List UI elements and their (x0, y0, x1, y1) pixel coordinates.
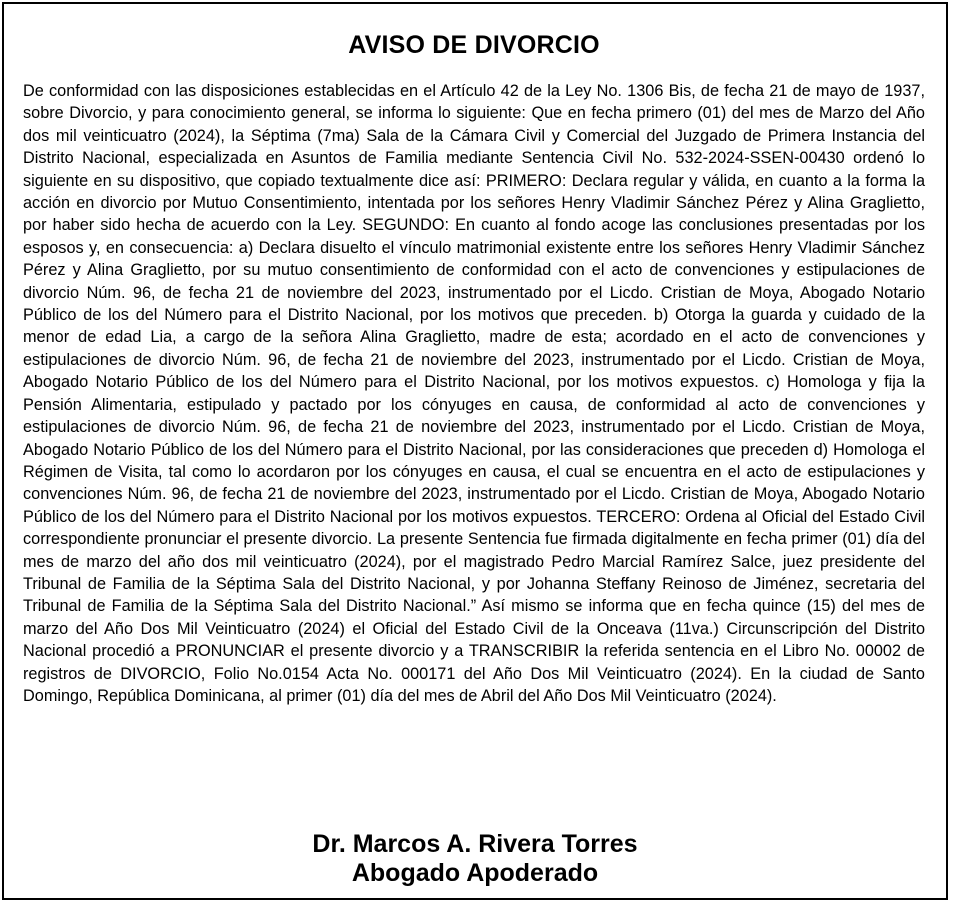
notice-body: De conformidad con las disposiciones establecidas en el Artículo 42 de la Ley No. 1306 Bis, de fecha 21 de mayo de 1937, sobre Divorcio, y para conocimiento general, se informa lo siguiente: Que en fecha primero (01) del mes de Marzo del Año dos mil veinticuatro (2024), la Séptima (7ma) Sala de la Cámara Civil y Comercial del Juzgado de Primera Instancia del Distrito Nacional, especializada en Asuntos de Familia mediante Sentencia Civil No. 532-2024-SSEN-00430 ordenó lo siguiente en su dispositivo, que copiado textualmente dice así: PRIMERO: Declara regular y válida, en cuanto a la forma la acción en divorcio por Mutuo Consentimiento, intentada por los señores Henry Vladimir Sánchez Pérez y Alina Graglietto, por haber sido hecha de acuerdo con la Ley. SEGUNDO: En cuanto al fondo acoge las conclusiones presentadas por los esposos y, en consecuencia: a) Declara disuelto el vínculo matrimonial existente entre los señores Henry Vladimir Sánchez Pérez y Alina Graglietto, por su mutuo consentimiento de conformidad con el acto de convenciones y estipulaciones de divorcio Núm. 96, de fecha 21 de noviembre del 2023, instrumentado por el Licdo. Cristian de Moya, Abogado Notario Público de los del Número para el Distrito Nacional, por los motivos que preceden. b) Otorga la guarda y cuidado de la menor de edad Lia, a cargo de la señora Alina Graglietto, madre de esta; acordado en el acto de convenciones y estipulaciones de divorcio Núm. 96, de fecha 21 de noviembre del 2023, instrumentado por el Licdo. Cristian de Moya, Abogado Notario Público de los del Número para el Distrito Nacional, por los motivos expuestos. c) Homologa y fija la Pensión Alimentaria, estipulado y pactado por los cónyuges en causa, de conformidad al acto de convenciones y estipulaciones de divorcio Núm. 96, de fecha 21 de noviembre del 2023, instrumentado por el Licdo. Cristian de Moya, Abogado Notario Público de los del Número para el Distrito Nacional, por las consideraciones que preceden d) Homologa el Régimen de Visita, tal como lo acordaron por los cónyuges en causa, el cual se encuentra en el acto de estipulaciones y convenciones Núm. 96, de fecha 21 de noviembre del 2023, instrumentado por el Licdo. Cristian de Moya, Abogado Notario Público de los del Número para el Distrito Nacional por los motivos expuestos. TERCERO: Ordena al Oficial del Estado Civil correspondiente pronunciar el presente divorcio. La presente Sentencia fue firmada digitalmente en fecha primer (01) día del mes de marzo del año dos mil veinticuatro (2024), por el magistrado Pedro Marcial Ramírez Salce, juez presidente del Tribunal de Familia de la Séptima Sala del Distrito Nacional, y por Johanna Steffany Reinoso de Jiménez, secretaria del Tribunal de Familia de la Séptima Sala del Distrito Nacional.” Así mismo se informa que en fecha quince (15) del mes de marzo del Año Dos Mil Veinticuatro (2024) el Oficial del Estado Civil de la Onceava (11va.) Circunscripción del Distrito Nacional procedió a PRONUNCIAR el presente divorcio y a TRANSCRIBIR la referida sentencia en el Libro No. 00002 de registros de DIVORCIO, Folio No.0154 Acta No. 000171 del Año Dos Mil Veinticuatro (2024). En la ciudad de Santo Domingo, República Dominicana, al primer (01) día del mes de Abril del Año Dos Mil Veinticuatro (2024). (23, 82, 925, 705)
signature-block (4, 830, 946, 888)
divorce-notice (2, 2, 948, 900)
notice-title: AVISO DE DIVORCIO (348, 31, 600, 59)
signature-role: Abogado Apoderado (351, 859, 599, 887)
signature-name: Dr. Marcos A. Rivera Torres (312, 830, 638, 858)
